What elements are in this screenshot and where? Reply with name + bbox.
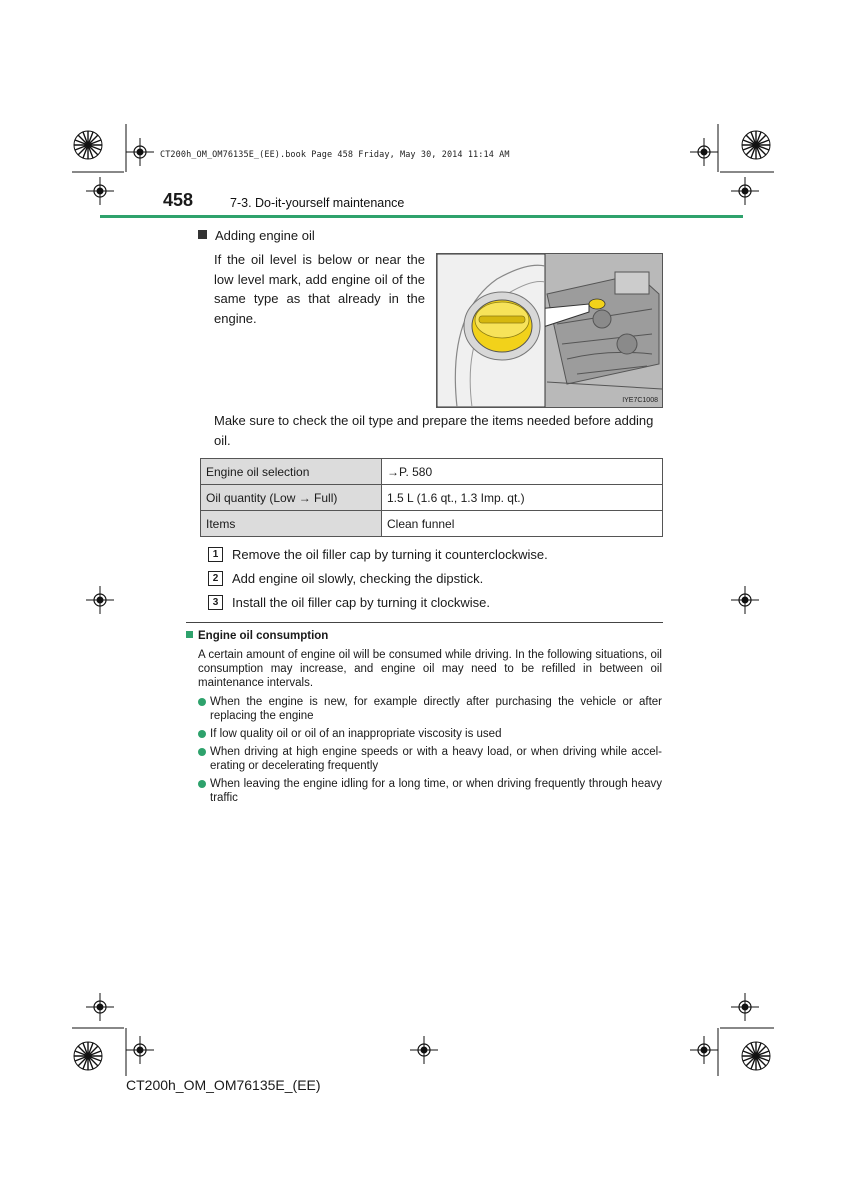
section-title: 7-3. Do-it-yourself maintenance [230,196,405,210]
adding-oil-intro: If the oil level is below or near the low level mark, add engine oil of the same type as that already in the engine. [214,252,425,326]
step-number: 3 [208,595,223,610]
consumption-bullets [198,695,662,809]
section-divider [186,622,663,623]
step-number: 1 [208,547,223,562]
step-list [208,542,548,614]
list-item: When leaving the engine idling for a long time, or when driving frequently through heavy traffic [198,777,662,805]
oil-consumption-heading: Engine oil consumption [186,630,328,642]
step-text: Install the oil filler cap by turning it clockwise. [232,594,490,610]
table-value-link[interactable]: →P. 580 [382,459,663,485]
table-label: Items [201,511,382,537]
table-label: Oil quantity (Low → Full) [201,485,382,511]
bullet-dot-icon [198,780,206,788]
header-rule [100,215,743,218]
list-item [208,542,548,566]
oil-spec-table [200,458,663,537]
footer-doc-code: CT200h_OM_OM76135E_(EE) [126,1077,321,1093]
table-row [201,485,663,511]
table-label: Engine oil selection [201,459,382,485]
check-oil-note: Make sure to check the oil type and prepare the items needed before adding oil. [214,413,654,448]
step-text: Add engine oil slowly, checking the dipstick. [232,570,484,586]
table-value: Clean funnel [382,511,663,537]
step-number: 2 [208,571,223,586]
list-item: When the engine is new, for example directly after purchasing the vehicle or after replacing the engine [198,695,662,723]
bullet-dot-icon [198,748,206,756]
bullet-dot-icon [198,698,206,706]
engine-bay-illustration [437,254,662,407]
table-value: 1.5 L (1.6 qt., 1.3 Imp. qt.) [382,485,663,511]
figure-code: IYE7C1008 [622,397,658,404]
oil-consumption-text: A certain amount of engine oil will be consumed while driving. In the following situations, oil consumption may increase, and engine oil may need to be refilled in between oil maintenance intervals. [198,649,662,689]
print-info: CT200h_OM_OM76135E_(EE).book Page 458 Friday, May 30, 2014 11:14 AM [160,150,510,160]
table-row [201,459,663,485]
list-item: When driving at high engine speeds or with a heavy load, or when driving while accel-erating or decelerating frequently [198,745,662,773]
list-item [208,566,548,590]
engine-oil-cap-figure [436,253,663,408]
page-number: 458 [163,190,194,210]
list-item [208,590,548,614]
list-item: If low quality oil or oil of an inappropriate viscosity is used [198,727,662,741]
table-row [201,511,663,537]
adding-oil-heading: Adding engine oil [198,228,315,243]
step-text: Remove the oil filler cap by turning it counterclockwise. [232,546,548,562]
green-square-icon [186,631,193,638]
bullet-dot-icon [198,730,206,738]
square-bullet-icon [198,230,207,239]
